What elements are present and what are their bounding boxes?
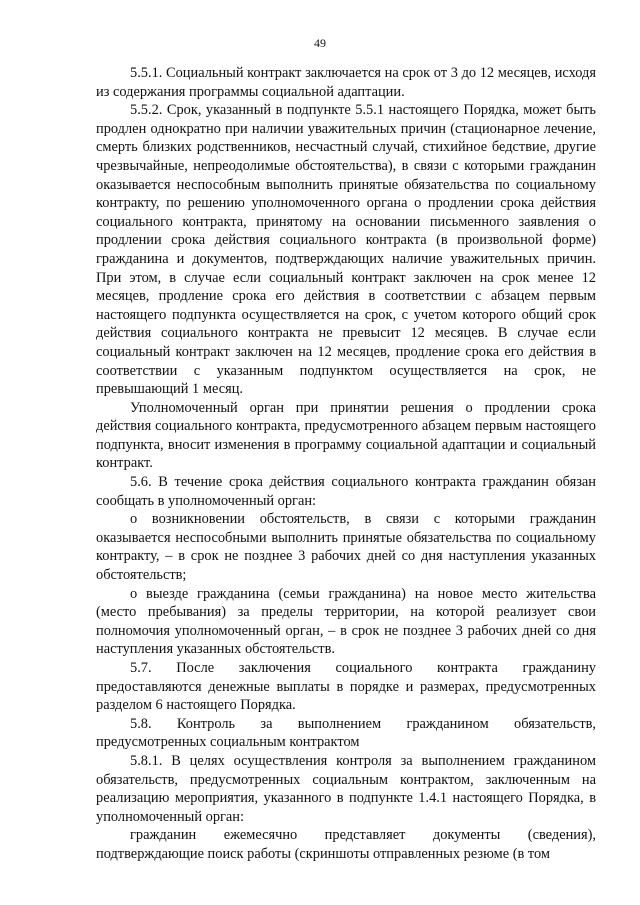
paragraph-5-6: 5.6. В течение срока действия социального контракта гражданин обязан сообщать в уполномоченный орган: xyxy=(96,474,596,509)
paragraph-job-search-documents: гражданин ежемесячно представляет документы (сведения), подтверждающие поиск работы (скриншоты отправленных резюме (в том xyxy=(96,827,596,862)
page-number: 49 xyxy=(314,36,326,50)
paragraph-5-8: 5.8. Контроль за выполнением гражданином обязательств, предусмотренных социальным контрактом xyxy=(96,715,596,751)
paragraph-5-7: 5.7. После заключения социального контракта гражданину предоставляются денежные выплаты в порядке и размерах, предусмотренных разделом 6 настоящего Порядка. xyxy=(96,660,596,714)
paragraph-5-5-1: 5.5.1. Социальный контракт заключается на срок от 3 до 12 месяцев, исходя из содержания программы социальной адаптации. xyxy=(96,65,596,100)
document-body xyxy=(96,64,596,864)
paragraph-5-5-2: 5.5.2. Срок, указанный в подпункте 5.5.1 настоящего Порядка, может быть продлен однократно при наличии уважительных причин (стационарное лечение, смерть близких родственников, несчастный случай, стихийное бедствие, другие чрезвычайные, непреодолимые обстоятельства), в связи с которыми гражданин оказывается неспособным выполнить принятые обязательства по социальному контракту, по решению уполномоченного органа о продлении срока действия социального контракта, принятому на основании письменного заявления о продлении срока действия социального контракта (в произвольной форме) гражданина и документов, подтверждающих наличие уважительных причин. При этом, в случае если социальный контракт заключен на срок менее 12 месяцев, продление срока его действия в соответствии с абзацем первым настоящего подпункта осуществляется на срок, с учетом которого общий срок действия социального контракта не превысит 12 месяцев. В случае если социальный контракт заключен на 12 месяцев, продление срока его действия в соответствии с указанным подпунктом осуществляется на срок, не превышающий 1 месяц. xyxy=(96,102,596,398)
paragraph-5-6-relocation: о выезде гражданина (семьи гражданина) на новое место жительства (место пребывания) за пределы территории, на которой реализует свои полномочия уполномоченный орган, – в срок не позднее 3 рабочих дней со дня наступления указанных обстоятельств. xyxy=(96,585,596,658)
paragraph-authority-decision: Уполномоченный орган при принятии решения о продлении срока действия социального контракта, предусмотренного абзацем первым настоящего подпункта, вносит изменения в программу социальной адаптации и социальный контракт. xyxy=(96,399,596,472)
paragraph-5-8-1: 5.8.1. В целях осуществления контроля за выполнением гражданином обязательств, предусмотренных социальным контрактом, заключенным на реализацию мероприятия, указанного в подпункте 1.4.1 настоящего Порядка, в уполномоченный орган: xyxy=(96,752,596,825)
paragraph-5-6-circumstances: о возникновении обстоятельств, в связи с которыми гражданин оказывается неспособными выполнить принятые обязательства по социальному контракту, – в срок не позднее 3 рабочих дней со дня наступления указанных обстоятельств; xyxy=(96,511,596,584)
